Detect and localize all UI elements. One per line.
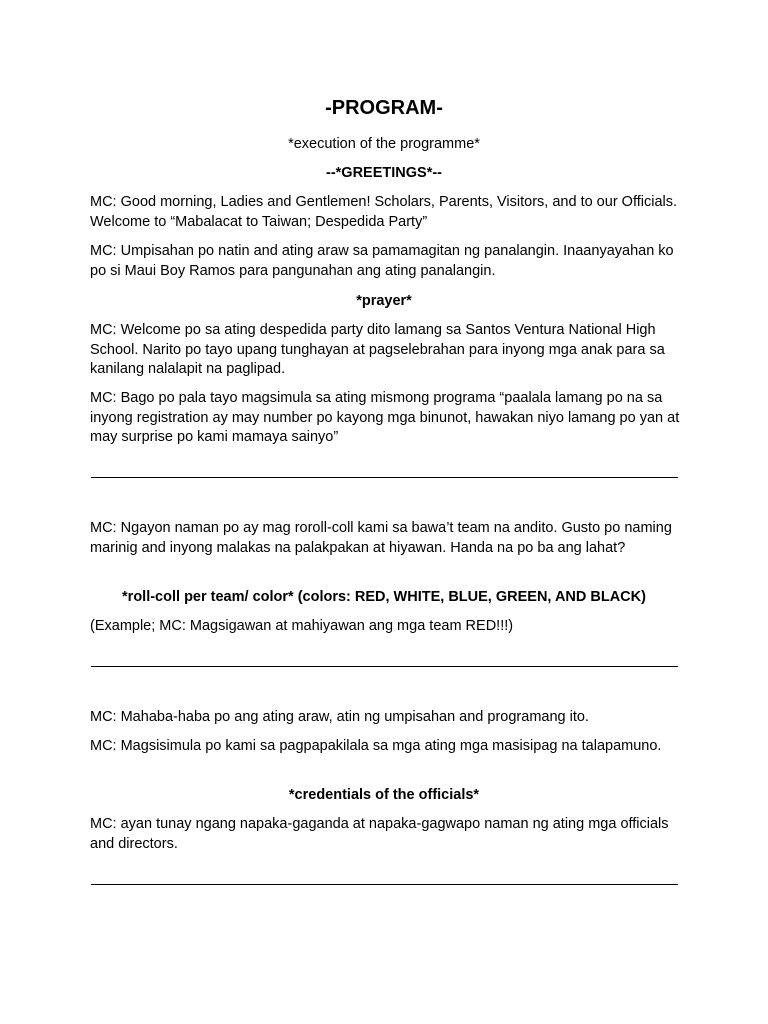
welcome-paragraph: MC: Welcome po sa ating despedida party dito lamang sa Santos Ventura National High School. Narito po tayo upang tunghayan at pagselebrahan para inyong mga anak para sa kanilang nalalapit na paglipad. (90, 322, 665, 377)
roll-call-cue: *roll-coll per team/ color* (colors: RED, WHITE, BLUE, GREEN, AND BLACK) (122, 589, 646, 605)
opening-prayer-paragraph: MC: Umpisahan po natin and ating araw sa pamamagitan ng panalangin. Inaanyayahan ko po si Maui Boy Ramos para pangunahan ang ating panalangin. (90, 243, 674, 279)
page-title: -PROGRAM- (325, 97, 443, 119)
officials-closing-paragraph: MC: ayan tunay ngang napaka-gaganda at napaka-gagwapo naman ng ating mga officials and directors. (90, 816, 669, 852)
divider-line (91, 666, 678, 667)
divider-line (91, 477, 678, 478)
greetings-heading: --*GREETINGS*-- (326, 165, 442, 181)
reminder-paragraph: MC: Bago po pala tayo magsimula sa ating mismong programa “paalala lamang po na sa inyong registration ay may number po kayong mga binunot, hawakan niyo lamang po yan at may surprise po kami mamaya sainyo” (90, 390, 680, 445)
divider-line (91, 884, 678, 885)
roll-call-example: (Example; MC: Magsigawan at mahiyawan ang mga team RED!!!) (90, 618, 514, 634)
credentials-cue: *credentials of the officials* (288, 787, 480, 803)
page-subtitle: *execution of the programme* (288, 136, 480, 152)
program-start-paragraph: MC: Mahaba-haba po ang ating araw, atin ng umpisahan and programang ito. (90, 709, 589, 725)
prayer-cue: *prayer* (356, 293, 412, 309)
greeting-paragraph: MC: Good morning, Ladies and Gentlemen! Scholars, Parents, Visitors, and to our Officials. Welcome to “Mabalacat to Taiwan; Despedida Party” (90, 194, 678, 230)
roll-call-intro-paragraph: MC: Ngayon naman po ay mag roroll-coll kami sa bawa’t team na andito. Gusto po naming marinig and inyong malakas na palakpakan at hiyawan. Handa na po ba ang lahat? (90, 520, 672, 556)
officials-intro-paragraph: MC: Magsisimula po kami sa pagpapakilala sa mga ating mga masisipag na talapamuno. (90, 738, 662, 754)
